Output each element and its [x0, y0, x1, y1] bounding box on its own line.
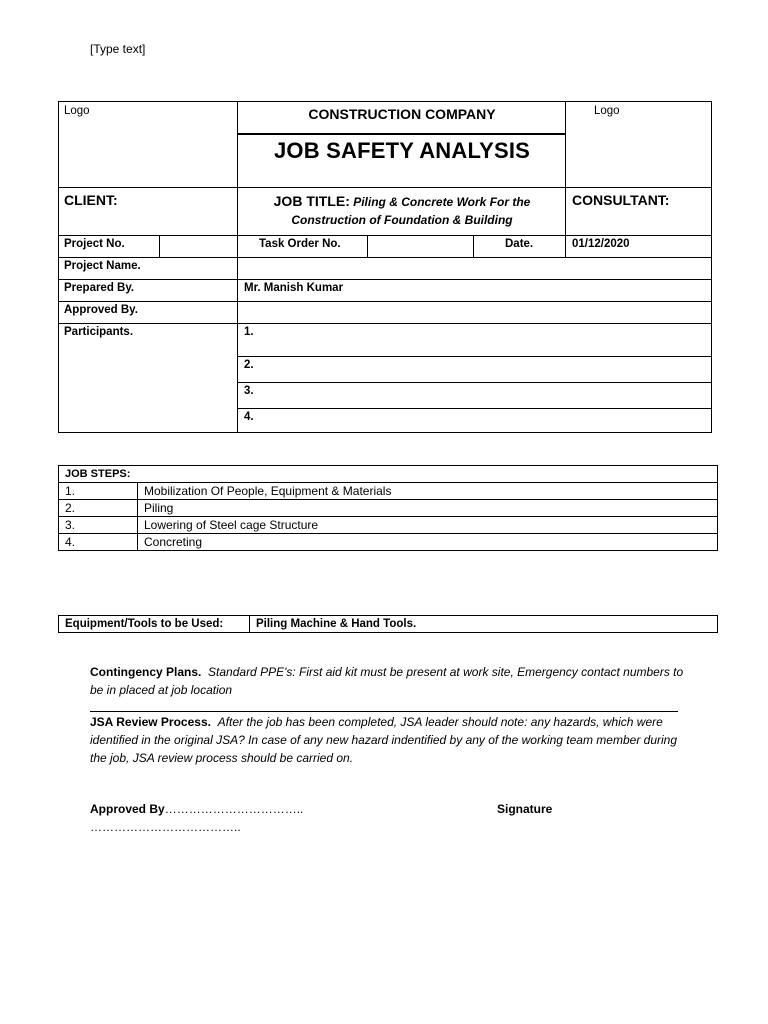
jsa-header-form — [58, 101, 712, 433]
step-number: 4. — [59, 534, 138, 551]
task-order-label: Task Order No. — [259, 238, 341, 250]
signature-dots[interactable]: ……………………………….. — [90, 820, 241, 834]
approved-by-signoff-label: Approved By — [90, 802, 165, 816]
review-text: After the job has been completed, JSA leader should note: any hazards, which were identified in the original JSA? In case of any new hazard indentified by any of the working team member during the job, JSA review process should be carried on. — [90, 715, 678, 765]
step-number: 2. — [59, 500, 138, 517]
job-title-label: JOB TITLE: — [273, 193, 350, 209]
job-steps-header: JOB STEPS: — [59, 466, 718, 483]
signature-label: Signature — [497, 802, 553, 816]
table-row — [59, 517, 718, 534]
step-text[interactable]: Lowering of Steel cage Structure — [138, 517, 718, 534]
divider — [59, 235, 711, 236]
divider — [237, 382, 711, 383]
divider — [237, 356, 711, 357]
step-text[interactable]: Mobilization Of People, Equipment & Materials — [138, 483, 718, 500]
participant-3[interactable]: 3. — [244, 385, 254, 397]
consultant-label: CONSULTANT: — [572, 192, 670, 208]
table-row — [59, 483, 718, 500]
divider — [59, 257, 711, 258]
job-steps-table — [58, 465, 718, 551]
date-value[interactable]: 01/12/2020 — [572, 238, 630, 250]
client-label: CLIENT: — [64, 192, 118, 208]
divider — [59, 187, 711, 188]
step-number: 3. — [59, 517, 138, 534]
step-number: 1. — [59, 483, 138, 500]
prepared-by-value[interactable]: Mr. Manish Kumar — [244, 282, 344, 294]
approved-by-dots[interactable]: …………………………….. — [164, 802, 304, 816]
table-row — [59, 534, 718, 551]
jsa-review-process — [90, 713, 686, 767]
logo-right: Logo — [594, 105, 620, 117]
divider — [237, 133, 565, 135]
divider — [59, 279, 711, 280]
step-text[interactable]: Concreting — [138, 534, 718, 551]
table-row — [59, 500, 718, 517]
approved-by-signoff — [90, 802, 303, 816]
job-title-value-line1: Piling & Concrete Work For the — [353, 195, 531, 209]
divider — [237, 102, 238, 235]
equipment-label: Equipment/Tools to be Used: — [59, 616, 250, 633]
equipment-value[interactable]: Piling Machine & Hand Tools. — [250, 616, 718, 633]
table-row — [59, 466, 718, 483]
divider — [367, 235, 368, 257]
divider — [237, 408, 711, 409]
prepared-by-label: Prepared By. — [64, 282, 135, 294]
job-title-value-line2: Construction of Foundation & Building — [291, 213, 513, 227]
document-title: JOB SAFETY ANALYSIS — [273, 138, 531, 163]
divider — [59, 301, 711, 302]
divider — [473, 235, 474, 257]
date-label: Date. — [505, 238, 534, 250]
divider — [59, 323, 711, 324]
project-name-label: Project Name. — [64, 260, 141, 272]
divider — [565, 235, 566, 257]
participants-label: Participants. — [64, 326, 134, 338]
table-row — [59, 616, 718, 633]
divider — [237, 235, 238, 432]
participant-2[interactable]: 2. — [244, 359, 254, 371]
participant-1[interactable]: 1. — [244, 326, 254, 338]
equipment-table — [58, 615, 718, 633]
participant-4[interactable]: 4. — [244, 411, 254, 423]
divider — [565, 102, 566, 235]
step-text[interactable]: Piling — [138, 500, 718, 517]
contingency-plans — [90, 663, 690, 699]
header-placeholder: [Type text] — [90, 42, 146, 56]
logo-left: Logo — [64, 105, 90, 117]
divider — [159, 235, 160, 257]
project-no-label: Project No. — [64, 238, 125, 250]
company-name: CONSTRUCTION COMPANY — [308, 106, 496, 122]
contingency-label: Contingency Plans. — [90, 665, 202, 679]
contingency-text: Standard PPE's: First aid kit must be present at work site, Emergency contact numbers to be in placed at job location — [90, 665, 684, 697]
job-title-block — [239, 192, 565, 229]
approved-by-label: Approved By. — [64, 304, 138, 316]
divider — [90, 711, 678, 712]
review-label: JSA Review Process. — [90, 715, 211, 729]
